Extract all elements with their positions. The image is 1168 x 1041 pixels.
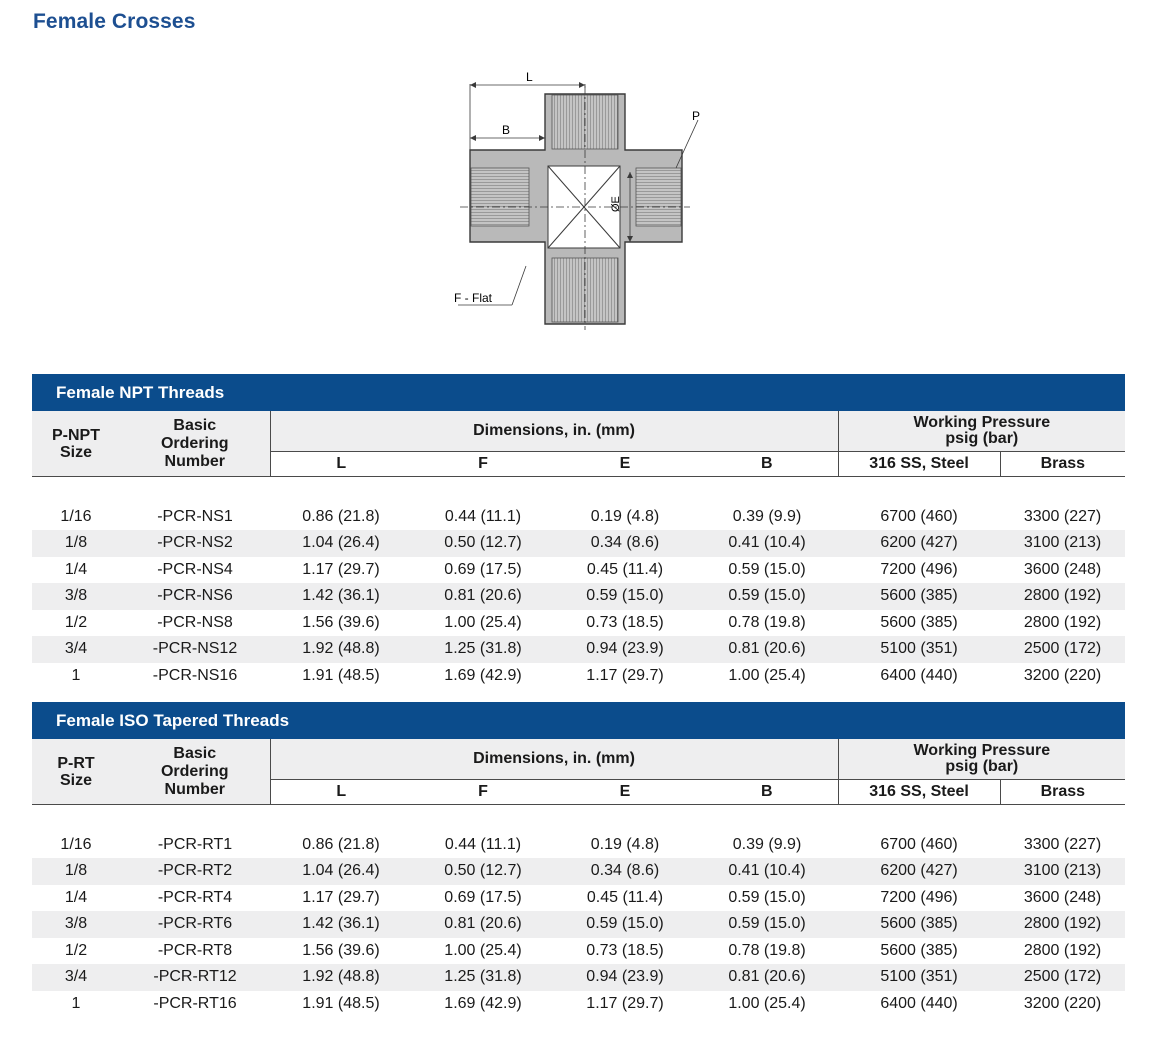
- cell-L: 1.56 (39.6): [270, 610, 412, 637]
- header-col-L: L: [270, 780, 412, 805]
- cell-pressure-316ss: 7200 (496): [838, 885, 1000, 912]
- cross-fitting-drawing: [440, 68, 720, 330]
- cell-pressure-brass: 3600 (248): [1000, 557, 1125, 584]
- iso-tapered-threads-section: [32, 702, 1125, 1017]
- cell-E: 1.17 (29.7): [554, 663, 696, 690]
- cell-L: 1.91 (48.5): [270, 991, 412, 1018]
- cell-size: 3/8: [32, 911, 120, 938]
- header-basic-ordering-number: Basic Ordering Number: [120, 411, 270, 477]
- fitting-body: [458, 82, 701, 330]
- cell-E: 0.73 (18.5): [554, 938, 696, 965]
- cell-pressure-316ss: 5600 (385): [838, 911, 1000, 938]
- table-row: [32, 557, 1125, 584]
- cell-pressure-316ss: 6400 (440): [838, 663, 1000, 690]
- cell-size: 1/4: [32, 557, 120, 584]
- cell-pressure-316ss: 7200 (496): [838, 557, 1000, 584]
- cell-pressure-316ss: 6400 (440): [838, 991, 1000, 1018]
- cell-E: 0.94 (23.9): [554, 636, 696, 663]
- cell-ordering-number: -PCR-RT2: [120, 858, 270, 885]
- cell-size: 1/2: [32, 610, 120, 637]
- cell-ordering-number: -PCR-NS16: [120, 663, 270, 690]
- header-working-pressure: Working Pressure psig (bar): [838, 411, 1125, 452]
- cell-B: 0.59 (15.0): [696, 885, 838, 912]
- cell-L: 1.91 (48.5): [270, 663, 412, 690]
- cell-pressure-316ss: 5600 (385): [838, 938, 1000, 965]
- cell-size: 3/8: [32, 583, 120, 610]
- section-title: Female ISO Tapered Threads: [32, 702, 1125, 739]
- cell-ordering-number: -PCR-RT12: [120, 964, 270, 991]
- table-row: [32, 636, 1125, 663]
- cell-E: 0.59 (15.0): [554, 583, 696, 610]
- cell-F: 1.00 (25.4): [412, 938, 554, 965]
- cell-pressure-brass: 2800 (192): [1000, 911, 1125, 938]
- cell-B: 0.39 (9.9): [696, 504, 838, 531]
- cell-pressure-316ss: 5600 (385): [838, 610, 1000, 637]
- cell-B: 0.59 (15.0): [696, 557, 838, 584]
- cell-pressure-brass: 2800 (192): [1000, 610, 1125, 637]
- cell-pressure-brass: 3100 (213): [1000, 858, 1125, 885]
- cell-pressure-316ss: 5100 (351): [838, 964, 1000, 991]
- cell-pressure-brass: 2500 (172): [1000, 636, 1125, 663]
- cell-F: 1.00 (25.4): [412, 610, 554, 637]
- cell-size: 1/16: [32, 832, 120, 859]
- cell-ordering-number: -PCR-RT4: [120, 885, 270, 912]
- cell-pressure-brass: 2500 (172): [1000, 964, 1125, 991]
- cell-B: 0.59 (15.0): [696, 911, 838, 938]
- table-row: [32, 858, 1125, 885]
- cell-ordering-number: -PCR-NS1: [120, 504, 270, 531]
- table-row: [32, 885, 1125, 912]
- page-title: Female Crosses: [33, 10, 196, 33]
- header-col-E: E: [554, 452, 696, 477]
- cell-size: 1/16: [32, 504, 120, 531]
- cell-F: 0.44 (11.1): [412, 832, 554, 859]
- header-col-316ss-steel: 316 SS, Steel: [838, 780, 1000, 805]
- dim-label-B: B: [502, 123, 511, 137]
- header-col-brass: Brass: [1000, 452, 1125, 477]
- cell-size: 1: [32, 991, 120, 1018]
- cell-size: 1/8: [32, 530, 120, 557]
- header-col-316ss-steel: 316 SS, Steel: [838, 452, 1000, 477]
- cell-L: 1.17 (29.7): [270, 557, 412, 584]
- cell-pressure-316ss: 5100 (351): [838, 636, 1000, 663]
- cell-F: 0.50 (12.7): [412, 858, 554, 885]
- cell-B: 0.78 (19.8): [696, 938, 838, 965]
- cell-L: 1.42 (36.1): [270, 911, 412, 938]
- cell-F: 0.69 (17.5): [412, 885, 554, 912]
- table-row: [32, 938, 1125, 965]
- table-row: [32, 530, 1125, 557]
- table-row: [32, 832, 1125, 859]
- dim-label-L: L: [526, 70, 533, 84]
- cell-pressure-brass: 3600 (248): [1000, 885, 1125, 912]
- cell-L: 0.86 (21.8): [270, 832, 412, 859]
- cell-size: 1/4: [32, 885, 120, 912]
- header-col-B: B: [696, 780, 838, 805]
- iso-spec-table: [32, 739, 1125, 1017]
- table-row: [32, 991, 1125, 1018]
- cell-ordering-number: -PCR-NS8: [120, 610, 270, 637]
- cell-L: 0.86 (21.8): [270, 504, 412, 531]
- cell-B: 0.59 (15.0): [696, 583, 838, 610]
- header-size: P-NPT Size: [32, 411, 120, 477]
- header-working-pressure: Working Pressure psig (bar): [838, 739, 1125, 780]
- cell-F: 1.25 (31.8): [412, 964, 554, 991]
- cell-B: 0.39 (9.9): [696, 832, 838, 859]
- cell-size: 3/4: [32, 636, 120, 663]
- cell-size: 1: [32, 663, 120, 690]
- table-row: [32, 911, 1125, 938]
- table-row: [32, 610, 1125, 637]
- cell-pressure-316ss: 6700 (460): [838, 504, 1000, 531]
- cell-B: 1.00 (25.4): [696, 663, 838, 690]
- cell-B: 0.81 (20.6): [696, 636, 838, 663]
- table-row: [32, 663, 1125, 690]
- cell-E: 0.45 (11.4): [554, 885, 696, 912]
- cell-size: 3/4: [32, 964, 120, 991]
- cell-E: 0.73 (18.5): [554, 610, 696, 637]
- header-basic-ordering-number: Basic Ordering Number: [120, 739, 270, 805]
- cell-pressure-brass: 3100 (213): [1000, 530, 1125, 557]
- header-col-L: L: [270, 452, 412, 477]
- table-row: [32, 504, 1125, 531]
- cell-F: 1.69 (42.9): [412, 663, 554, 690]
- cell-F: 0.69 (17.5): [412, 557, 554, 584]
- cell-E: 0.34 (8.6): [554, 858, 696, 885]
- cell-L: 1.42 (36.1): [270, 583, 412, 610]
- header-dimensions: Dimensions, in. (mm): [270, 411, 838, 452]
- cell-size: 1/2: [32, 938, 120, 965]
- header-col-F: F: [412, 780, 554, 805]
- cell-ordering-number: -PCR-NS12: [120, 636, 270, 663]
- header-col-E: E: [554, 780, 696, 805]
- cell-E: 0.45 (11.4): [554, 557, 696, 584]
- cell-E: 0.94 (23.9): [554, 964, 696, 991]
- header-col-F: F: [412, 452, 554, 477]
- cell-F: 0.50 (12.7): [412, 530, 554, 557]
- cell-B: 0.78 (19.8): [696, 610, 838, 637]
- cell-E: 0.19 (4.8): [554, 832, 696, 859]
- cell-L: 1.04 (26.4): [270, 858, 412, 885]
- header-dimensions: Dimensions, in. (mm): [270, 739, 838, 780]
- cell-ordering-number: -PCR-RT16: [120, 991, 270, 1018]
- cell-L: 1.92 (48.8): [270, 964, 412, 991]
- cell-F: 0.44 (11.1): [412, 504, 554, 531]
- section-title: Female NPT Threads: [32, 374, 1125, 411]
- cell-pressure-brass: 3300 (227): [1000, 504, 1125, 531]
- cell-F: 0.81 (20.6): [412, 583, 554, 610]
- cell-E: 1.17 (29.7): [554, 991, 696, 1018]
- cell-size: 1/8: [32, 858, 120, 885]
- cell-E: 0.19 (4.8): [554, 504, 696, 531]
- cell-B: 0.41 (10.4): [696, 858, 838, 885]
- cell-F: 1.25 (31.8): [412, 636, 554, 663]
- cell-L: 1.56 (39.6): [270, 938, 412, 965]
- cell-E: 0.34 (8.6): [554, 530, 696, 557]
- npt-threads-section: [32, 374, 1125, 689]
- cell-ordering-number: -PCR-RT8: [120, 938, 270, 965]
- header-col-brass: Brass: [1000, 780, 1125, 805]
- dim-label-P: P: [692, 109, 701, 123]
- header-size: P-RT Size: [32, 739, 120, 805]
- cell-pressure-316ss: 5600 (385): [838, 583, 1000, 610]
- cell-pressure-316ss: 6200 (427): [838, 858, 1000, 885]
- table-row: [32, 964, 1125, 991]
- cell-L: 1.17 (29.7): [270, 885, 412, 912]
- cell-ordering-number: -PCR-NS6: [120, 583, 270, 610]
- cell-L: 1.92 (48.8): [270, 636, 412, 663]
- cell-ordering-number: -PCR-NS2: [120, 530, 270, 557]
- cell-pressure-brass: 3200 (220): [1000, 663, 1125, 690]
- cell-pressure-316ss: 6200 (427): [838, 530, 1000, 557]
- cell-E: 0.59 (15.0): [554, 911, 696, 938]
- cell-pressure-brass: 2800 (192): [1000, 583, 1125, 610]
- cell-pressure-brass: 2800 (192): [1000, 938, 1125, 965]
- cell-B: 1.00 (25.4): [696, 991, 838, 1018]
- cell-F: 0.81 (20.6): [412, 911, 554, 938]
- npt-spec-table: [32, 411, 1125, 689]
- cell-ordering-number: -PCR-RT6: [120, 911, 270, 938]
- cell-pressure-brass: 3300 (227): [1000, 832, 1125, 859]
- cell-B: 0.81 (20.6): [696, 964, 838, 991]
- cell-pressure-316ss: 6700 (460): [838, 832, 1000, 859]
- cell-B: 0.41 (10.4): [696, 530, 838, 557]
- cell-pressure-brass: 3200 (220): [1000, 991, 1125, 1018]
- cell-F: 1.69 (42.9): [412, 991, 554, 1018]
- cell-ordering-number: -PCR-RT1: [120, 832, 270, 859]
- header-col-B: B: [696, 452, 838, 477]
- dim-label-E: ØE: [610, 196, 622, 212]
- cell-L: 1.04 (26.4): [270, 530, 412, 557]
- cell-ordering-number: -PCR-NS4: [120, 557, 270, 584]
- dim-label-F: F - Flat: [454, 291, 492, 305]
- table-row: [32, 583, 1125, 610]
